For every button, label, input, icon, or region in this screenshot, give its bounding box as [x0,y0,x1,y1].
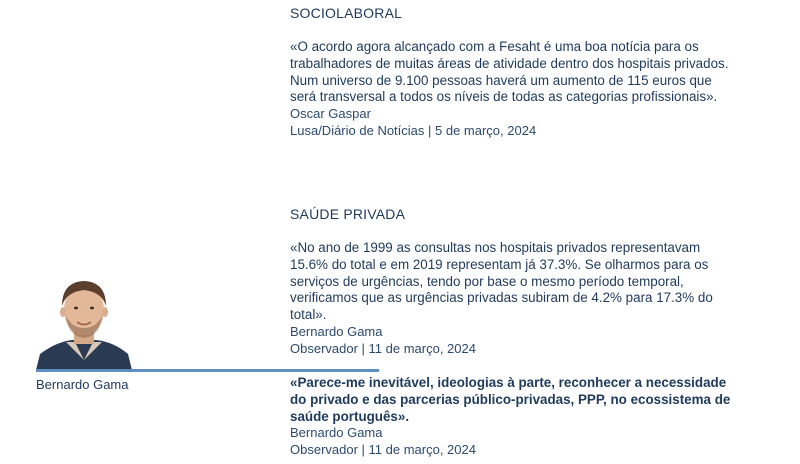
featured-quote [290,375,740,459]
author-photo [36,270,132,370]
section-title: SOCIOLABORAL [290,5,403,21]
quote-author: Bernardo Gama [290,425,383,441]
quote-author: Oscar Gaspar [290,106,371,122]
quote-source: Observador | 11 de março, 2024 [290,442,476,458]
quote-text: «No ano de 1999 as consultas nos hospitais privados representavam 15.6% do total e em 2019 representam já 37.3%. Se olharmos para os serviços de urgências, tendo por base o mesmo período temporal, verificamos que as urgências privadas subiram de 4.2% para 17.3% do total». [290,240,713,323]
section-sociolaboral [290,5,740,140]
section-saude-privada [290,206,740,358]
quote-source: Lusa/Diário de Notícias | 5 de março, 2024 [290,122,537,138]
quote-author: Bernardo Gama [290,323,383,339]
section-title: SAÚDE PRIVADA [290,206,406,222]
quote-text: «O acordo agora alcançado com a Fesaht é uma boa notícia para os trabalhadores de muitas áreas de atividade dentro dos hospitais privados. Num universo de 9.100 pessoas haverá um aumento de 115 euros que será transversal a todos os níveis de todas as categorias profissionais». [290,39,729,105]
quote-text: «Parece-me inevitável, ideologias à parte, reconhecer a necessidade do privado e das parcerias público-privadas, PPP, no ecossistema de saúde português». [290,375,731,424]
divider [36,369,379,372]
author-name-caption: Bernardo Gama [36,377,129,392]
quote-source: Observador | 11 de março, 2024 [290,340,476,356]
